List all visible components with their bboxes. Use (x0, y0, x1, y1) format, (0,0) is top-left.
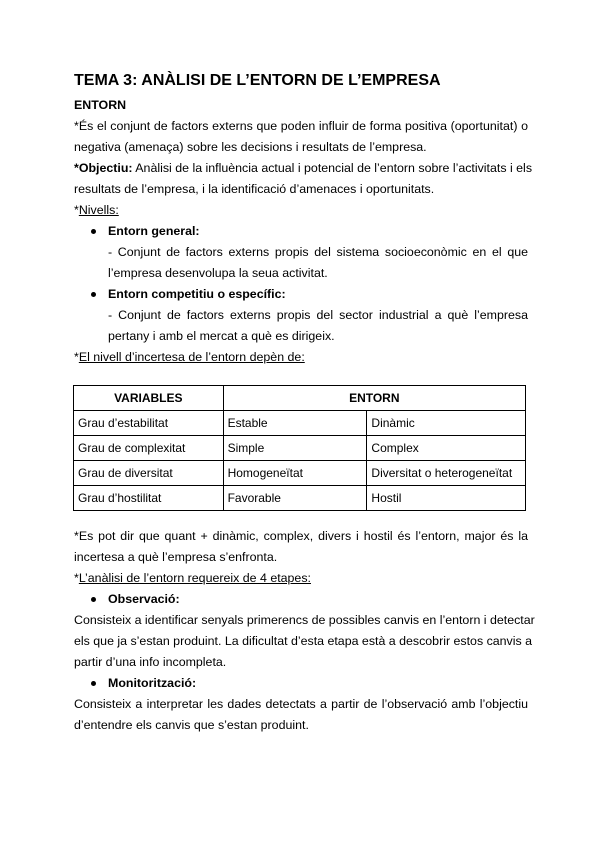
table-row (74, 411, 526, 436)
page-title: TEMA 3: ANÀLISI DE L’ENTORN DE L’EMPRESA (74, 72, 441, 89)
obs-line-2: els que ja s’estan produint. La dificultat d’esta etapa està a descobrir estos canvis a (74, 634, 533, 648)
variables-table (73, 385, 526, 511)
obs-line-3: partir d’una info incompleta. (74, 655, 227, 669)
monitoritzacio-paragraph (74, 694, 528, 736)
table-cell: Dinàmic (367, 411, 526, 436)
etapes-heading (74, 568, 311, 589)
table-row (74, 486, 526, 511)
entorn-competitiu-title: Entorn competitiu o específic: (108, 287, 286, 301)
intro-line-2: negativa (amenaça) sobre les decisions i resultats de l’empresa. (74, 140, 427, 154)
table-cell: Grau d’hostilitat (74, 486, 224, 511)
general-line-1: - Conjunt de factors externs propis del sistema socioeconòmic en el que (108, 245, 528, 259)
table-header-entorn: ENTORN (223, 386, 525, 411)
pot-line-1: *Es pot dir que quant + dinàmic, complex, divers i hostil és l’entorn, major és la (74, 529, 528, 543)
incertesa-label: El nivell d’incertesa de l’entorn depèn de: (78, 350, 305, 364)
table-row (74, 436, 526, 461)
intro-line-1: *És el conjunt de factors externs que poden influir de forma positiva (oportunitat) o (74, 119, 528, 133)
bullet-icon (91, 597, 96, 602)
observacio-title: Observació: (108, 592, 180, 606)
table-cell: Homogeneïtat (223, 461, 367, 486)
objectiu-label: *Objectiu: (74, 161, 133, 175)
table-cell: Grau de complexitat (74, 436, 224, 461)
nivells-heading (74, 200, 119, 221)
nivells-label: Nivells: (78, 203, 119, 217)
pot-dir-paragraph (74, 526, 528, 568)
objectiu-line-2: resultats de l’empresa, i la identificació d’amenaces i oportunitats. (74, 182, 435, 196)
competitiu-line-1: - Conjunt de factors externs propis del sector industrial a què l’empresa (108, 308, 528, 322)
table-cell: Estable (223, 411, 367, 436)
objectiu-paragraph (74, 158, 533, 200)
bullet-icon (91, 681, 96, 686)
bullet-icon (91, 292, 96, 297)
pot-line-2: incertesa a què l’empresa s’enfronta. (74, 550, 278, 564)
objectiu-text-1: Anàlisi de la influència actual i potencial de l’entorn sobre l’activitats i els (132, 161, 533, 175)
table-row (74, 461, 526, 486)
table-cell: Complex (367, 436, 526, 461)
section-heading: ENTORN (74, 98, 127, 112)
entorn-general-text (108, 242, 528, 284)
mon-line-1: Consisteix a interpretar les dades detectats a partir de l’observació amb l’objectiu (74, 697, 528, 711)
observacio-paragraph (74, 610, 535, 673)
monitoritzacio-title: Monitorització: (108, 676, 197, 690)
table-header-row (74, 386, 526, 411)
table-cell: Hostil (367, 486, 526, 511)
table-cell: Simple (223, 436, 367, 461)
obs-line-1: Consisteix a identificar senyals primerencs de possibles canvis en l’entorn i detectar (74, 613, 535, 627)
entorn-general-title: Entorn general: (108, 224, 200, 238)
bullet-icon (91, 229, 96, 234)
objectiu-line-1 (74, 158, 533, 179)
general-line-2: l’empresa desenvolupa la seua activitat. (108, 266, 328, 280)
table-cell: Grau d’estabilitat (74, 411, 224, 436)
entorn-competitiu-text (108, 305, 528, 347)
incertesa-star: * (74, 350, 79, 364)
nivells-star: * (74, 203, 79, 217)
competitiu-line-2: pertany i amb el mercat a què es dirigeix. (108, 329, 335, 343)
etapes-label: L’anàlisi de l’entorn requereix de 4 etapes: (78, 571, 311, 585)
mon-line-2: d’entendre els canvis que s’estan produint. (74, 718, 309, 732)
incertesa-heading (74, 347, 305, 368)
table-cell: Favorable (223, 486, 367, 511)
intro-paragraph (74, 116, 528, 158)
etapes-star: * (74, 571, 79, 585)
table-header-variables: VARIABLES (74, 386, 224, 411)
table-cell: Diversitat o heterogeneïtat (367, 461, 526, 486)
table-cell: Grau de diversitat (74, 461, 224, 486)
